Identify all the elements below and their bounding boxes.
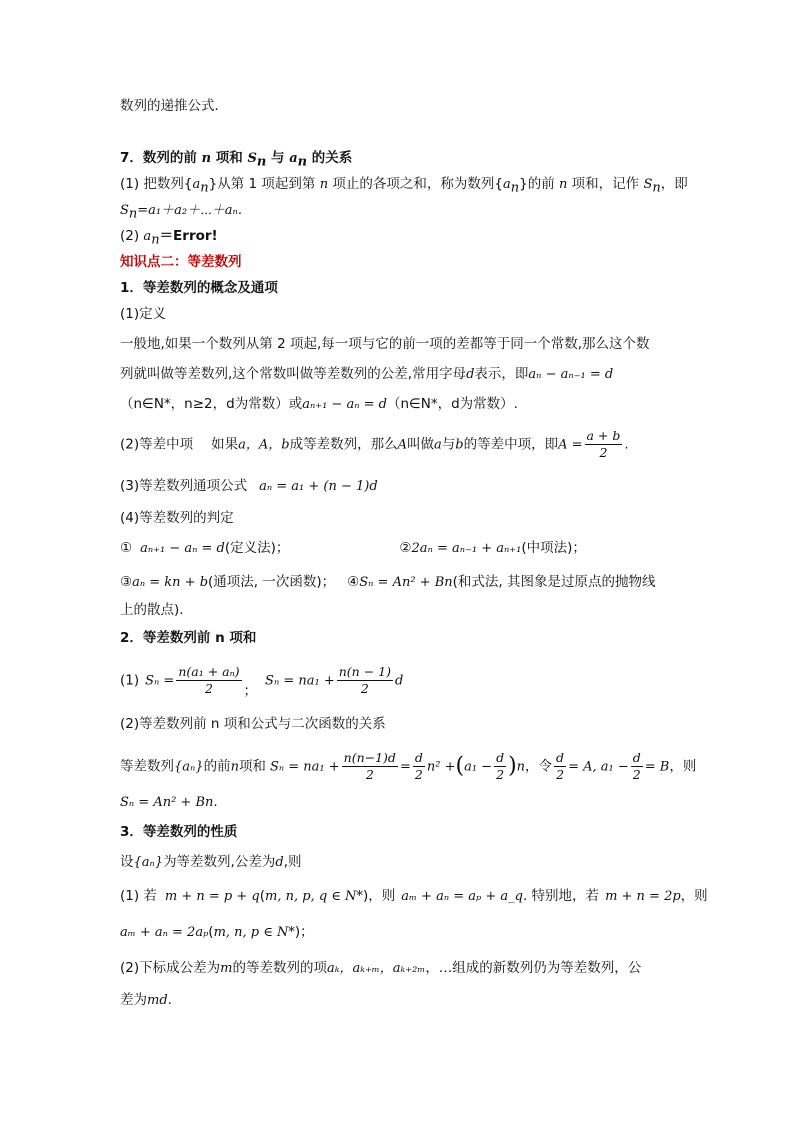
quadratic-relation-line (120, 750, 696, 783)
formula: m, n, p ∈ N* (213, 925, 295, 940)
subscript: n (256, 154, 267, 170)
text: (定义法)； (224, 540, 290, 556)
sec7-p1-line1 (120, 174, 688, 195)
var: a (143, 229, 152, 244)
formula: m, n, p, q ∈ N* (265, 889, 363, 904)
text: ，则 (680, 888, 708, 904)
formula: aₙ₊₁ − aₙ = d (302, 397, 387, 412)
formula: {aₙ} (174, 759, 204, 775)
subscript: n (128, 206, 138, 222)
fraction (585, 428, 623, 461)
formula: Sₙ = (145, 673, 175, 689)
section-2-title (120, 628, 256, 648)
text: 成等差数列，那么 (289, 436, 398, 453)
text: 列就叫做等差数列,这个常数叫做等差数列的公差,常用字母 (120, 366, 467, 382)
text: (1) 若 (120, 888, 157, 904)
text: }的前 (519, 176, 560, 192)
title-part: 的关系 (307, 150, 353, 166)
formula: aₘ + aₙ = 2aₚ (120, 925, 209, 940)
var: d (275, 855, 284, 870)
denominator: 2 (496, 767, 505, 782)
fraction (494, 750, 506, 783)
judge-line3 (120, 600, 184, 620)
subscript: n (510, 180, 520, 196)
formula: aₙ = a₁ + (n − 1)d (259, 479, 378, 494)
text: （n∈N*，d为常数）. (386, 396, 518, 412)
text: 数列的递推公式． (120, 98, 228, 114)
text: (2)等差中项 (120, 436, 194, 453)
var: m (220, 961, 233, 976)
section-7-title (120, 148, 352, 169)
formula: Sₙ = na₁ + (265, 673, 335, 689)
var: a (192, 177, 201, 192)
formula: A = (558, 437, 583, 453)
text: (4)等差数列的判定 (120, 510, 234, 526)
text: 项和，记作 (567, 176, 644, 192)
paren: ( (455, 753, 465, 779)
fraction (176, 664, 241, 697)
text: ，则 (368, 888, 396, 904)
formula: aₘ + aₙ = aₚ + a_q (401, 889, 523, 904)
fraction (337, 664, 393, 697)
denominator: 2 (204, 681, 213, 696)
text: （n∈N*，n≥2，d为常数）或 (120, 396, 303, 412)
var: n (319, 177, 329, 192)
denominator: 2 (365, 767, 374, 782)
formula: =a₁＋a₂＋⋯＋aₙ. (137, 203, 242, 218)
numerator: d (632, 750, 641, 765)
var: n (559, 177, 568, 192)
text: 表示，即 (474, 366, 529, 382)
text: 叫做 (406, 436, 434, 453)
var: d (394, 673, 404, 689)
text: 如果 (211, 436, 239, 453)
text: (2)下标成公差为 (120, 960, 221, 976)
text: (1) (120, 672, 140, 689)
text: (1)定义 (120, 306, 167, 322)
title-text: 1．等差数列的概念及通项 (120, 280, 278, 296)
formula: n² + (426, 759, 456, 775)
sum-formulas (120, 664, 403, 697)
text: 上的散点). (120, 602, 184, 618)
property-1-line1: (1) 若 m + n = p + q(m, n, p, q ∈ N*)，则 aₘ + aₙ = aₚ + a_q. 特别地，若 m + n = 2p，则 (120, 888, 708, 904)
text: ； (300, 924, 314, 940)
denominator: 2 (414, 767, 423, 782)
quadratic-relation-label (120, 714, 386, 734)
title-part: 7．数列的前 (120, 150, 202, 166)
text: }从第 1 项起到第 (208, 176, 320, 192)
var: a (289, 151, 298, 166)
text: (通项法, 一次函数)； (208, 574, 336, 590)
numerator: n(n − 1) (338, 664, 391, 679)
subscript: n (652, 180, 661, 196)
formula: = B (644, 759, 670, 775)
formula: Sₙ = na₁ + (269, 759, 340, 775)
marker: ① (120, 540, 133, 556)
text: 一般地,如果一个数列从第 2 项起,每一项与它的前一项的差都等于同一个常数,那么这个数 (120, 336, 650, 352)
var: a (502, 177, 511, 192)
properties-intro (120, 852, 301, 873)
text: (1) 把数列{ (120, 176, 193, 192)
fraction (631, 750, 643, 783)
title-text: 3．等差数列的性质 (120, 824, 238, 840)
formula: aₙ = kn + b (132, 575, 209, 590)
text: (2)等差数列前 n 项和公式与二次函数的关系 (120, 716, 386, 732)
text-line (120, 96, 228, 116)
fraction (554, 750, 566, 783)
text: 设 (120, 854, 134, 870)
vars: a，A，b (238, 437, 290, 453)
text: ，令 (525, 758, 553, 775)
text: ； (243, 682, 258, 699)
text: ＝Error! (159, 228, 218, 244)
title-part: 项和 (211, 150, 248, 166)
numerator: a + b (586, 428, 621, 443)
fraction (342, 750, 398, 783)
var: n (516, 759, 526, 775)
formula: 2aₙ = aₙ₋₁ + aₙ₊₁ (411, 541, 522, 556)
marker: ④ (347, 574, 360, 590)
marker: ② (399, 540, 412, 556)
text: . (167, 992, 172, 1008)
subscript: n (200, 180, 209, 196)
formula: = A, a₁ − (568, 759, 629, 775)
formula: = (399, 759, 411, 775)
var: md (147, 993, 168, 1008)
definition-label (120, 304, 166, 324)
marker: ③ (120, 574, 133, 590)
sec7-p2 (120, 226, 218, 247)
formula: {aₙ} (133, 855, 164, 870)
text: ，即 (660, 176, 688, 192)
formula: Sₙ = An² + Bn (359, 575, 453, 590)
formula: m + n = p + q (164, 889, 260, 904)
numerator: d (496, 750, 505, 765)
property-2-line2 (120, 990, 172, 1011)
formula: a₁ − (464, 759, 493, 775)
text: (中项法)； (521, 540, 586, 556)
text: (2) (120, 228, 144, 244)
text: . (624, 436, 629, 453)
text: (3)等差数列通项公式 (120, 478, 248, 494)
fraction (413, 750, 425, 783)
denominator: 2 (360, 681, 369, 696)
paren: ) (508, 753, 517, 779)
var: A (397, 437, 407, 453)
text: (和式法, 其图象是过原点的抛物线 (452, 574, 656, 590)
var: S (247, 151, 257, 166)
text: 的前 (203, 758, 231, 775)
title-part: 与 (266, 150, 290, 166)
var: b (455, 437, 464, 453)
text: 与 (441, 436, 456, 453)
section-1-title (120, 278, 278, 298)
formula: aₙ₊₁ − aₙ = d (140, 541, 225, 556)
section-3-title (120, 822, 237, 842)
quadratic-result (120, 792, 218, 813)
property-1-line2: aₘ + aₙ = 2aₚ(m, n, p ∈ N*)； (120, 924, 314, 940)
middle-term-line (120, 428, 629, 461)
var: n (230, 759, 239, 775)
general-term-line (120, 476, 378, 497)
denominator: 2 (632, 767, 641, 782)
denominator: 2 (556, 767, 565, 782)
numerator: d (414, 750, 423, 765)
definition-line3 (120, 394, 518, 415)
text: 的等差数列的项 (232, 960, 327, 976)
property-2-line1 (120, 958, 641, 979)
formula: m + n = 2p (605, 889, 681, 904)
subscript: n (151, 232, 160, 248)
subscript: n (297, 154, 308, 170)
text: 项和 (238, 758, 266, 775)
sec7-p1-line2 (120, 200, 242, 221)
text: . 特别地，若 (522, 888, 600, 904)
denominator: 2 (599, 445, 608, 460)
knowledge-point-heading (120, 252, 242, 272)
definition-line2 (120, 364, 613, 385)
formula: Sₙ = An² + Bn (120, 795, 214, 810)
judge-label (120, 508, 234, 528)
var: S (643, 177, 653, 192)
var: n (201, 151, 212, 166)
var: S (120, 203, 129, 218)
numerator: n(n−1)d (343, 750, 396, 765)
text: . (213, 794, 218, 810)
definition-line1 (120, 334, 650, 354)
text: ，则 (669, 758, 697, 775)
judge-line2 (120, 572, 656, 593)
text: 等差数列 (120, 758, 174, 775)
text: 项止的各项之和，称为数列{ (328, 176, 503, 192)
var: d (466, 367, 475, 382)
text: 为等差数列,公差为 (163, 854, 276, 870)
text: ，…组成的新数列仍为等差数列，公 (425, 960, 642, 976)
text: 差为 (120, 992, 147, 1008)
numerator: n(a₁ + aₙ) (178, 664, 240, 679)
text: 的等差中项，即 (463, 436, 559, 453)
title-text: 2．等差数列前 n 项和 (120, 630, 257, 646)
numerator: d (556, 750, 565, 765)
formula: aₖ，aₖ₊ₘ，aₖ₊₂ₘ (326, 961, 426, 976)
heading-text: 知识点二：等差数列 (120, 254, 242, 270)
text: ,则 (283, 854, 302, 870)
var: a (433, 437, 442, 453)
formula: aₙ − aₙ₋₁ = d (528, 367, 614, 382)
judge-line1 (120, 538, 586, 559)
